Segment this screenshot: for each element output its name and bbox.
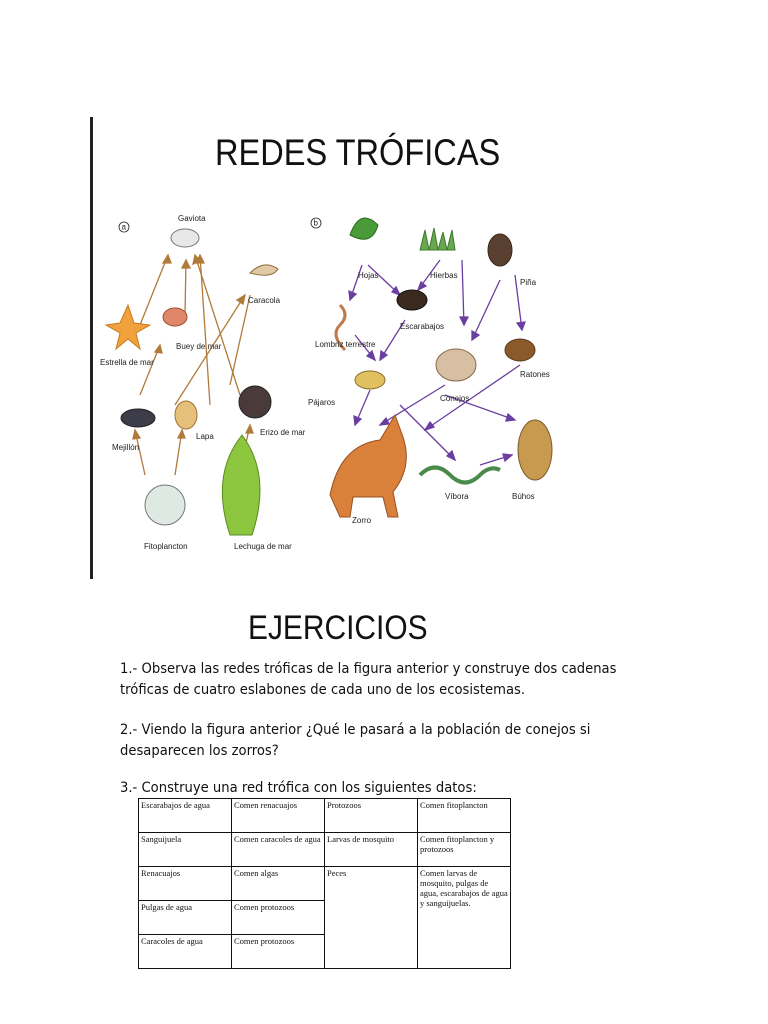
grass-icon [420, 228, 455, 250]
phytoplankton-icon [145, 485, 185, 525]
sea-lettuce-icon [222, 435, 260, 535]
figure-label: Lapa [196, 432, 214, 441]
figure-label: Escarabajos [400, 322, 445, 331]
viper-icon [420, 468, 500, 483]
table-cell: Comen renacuajos [232, 799, 325, 833]
table-row [139, 833, 511, 867]
exercise-2: 2.- Viendo la figura anterior ¿Qué le pasará a la población de conejos si desaparecen los zorros? [120, 722, 591, 759]
table-cell: Larvas de mosquito [325, 833, 418, 867]
figure-label: Hierbas [430, 271, 458, 280]
pine-cone-icon [488, 234, 512, 266]
owl-icon [518, 420, 552, 480]
figure-label: Pájaros [308, 398, 336, 407]
seagull-icon [171, 229, 199, 247]
leaves-icon [350, 218, 378, 239]
table-cell: Renacuajos [139, 867, 232, 901]
figure-label: Buey de mar [176, 342, 222, 351]
figure-label: Ratones [520, 370, 550, 379]
panel-a-label: a [121, 222, 126, 232]
fox-icon [330, 415, 406, 517]
figure-label: Estrella de mar [100, 358, 154, 367]
figure-label: Erizo de mar [260, 428, 306, 437]
table-cell: Escarabajos de agua [139, 799, 232, 833]
figure-label: Lechuga de mar [234, 542, 292, 551]
starfish-icon [106, 305, 150, 349]
figure-label: Gaviota [178, 214, 206, 223]
table-cell: Peces [325, 867, 418, 969]
bird-icon [355, 371, 385, 389]
table-cell: Comen algas [232, 867, 325, 901]
table-cell: Comen fitoplancton [418, 799, 511, 833]
table-row [139, 799, 511, 833]
sea-urchin-icon [239, 386, 271, 418]
table-cell: Comen protozoos [232, 901, 325, 935]
beetle-icon [397, 290, 427, 310]
figure-label: Víbora [445, 492, 469, 501]
exercises-title: EJERCICIOS [248, 609, 428, 647]
table-cell: Caracoles de agua [139, 935, 232, 969]
exercise-3: 3.- Construye una red trófica con los siguientes datos: [120, 780, 477, 796]
table-cell: Comen fitoplancton y protozoos [418, 833, 511, 867]
figure-label: Hojas [358, 271, 379, 280]
crab-icon [163, 308, 187, 326]
table-cell: Comen larvas de mosquito, pulgas de agua, escarabajos de agua y sanguijuelas. [418, 867, 511, 969]
food-web-figure [100, 205, 580, 565]
shell-icon [250, 265, 278, 275]
page-title: REDES TRÓFICAS [215, 132, 501, 173]
table-row [139, 867, 511, 901]
figure-label: Caracola [248, 296, 281, 305]
panel-b-label: b [313, 218, 318, 228]
figure-label: Conejos [440, 394, 470, 403]
figure-label: Mejillón [112, 443, 140, 452]
table-cell: Comen protozoos [232, 935, 325, 969]
data-table [138, 798, 511, 969]
table-cell: Pulgas de agua [139, 901, 232, 935]
rabbit-icon [436, 349, 476, 381]
limpet-icon [175, 401, 197, 429]
table-cell: Sanguijuela [139, 833, 232, 867]
figure-label: Piña [520, 278, 537, 287]
table-cell: Protozoos [325, 799, 418, 833]
exercise-1: 1.- Observa las redes tróficas de la figura anterior y construye dos cadenas tróficas de cuatro eslabones de cada uno de los ecosistemas. [120, 661, 617, 698]
table-cell: Comen caracoles de agua [232, 833, 325, 867]
figure-label: Fitoplancton [144, 542, 188, 551]
mussel-icon [121, 409, 155, 427]
mouse-icon [505, 339, 535, 361]
figure-label: Zorro [352, 516, 372, 525]
figure-label: Búhos [512, 492, 535, 501]
margin-line [90, 117, 93, 579]
figure-label: Lombriz terrestre [315, 340, 376, 349]
